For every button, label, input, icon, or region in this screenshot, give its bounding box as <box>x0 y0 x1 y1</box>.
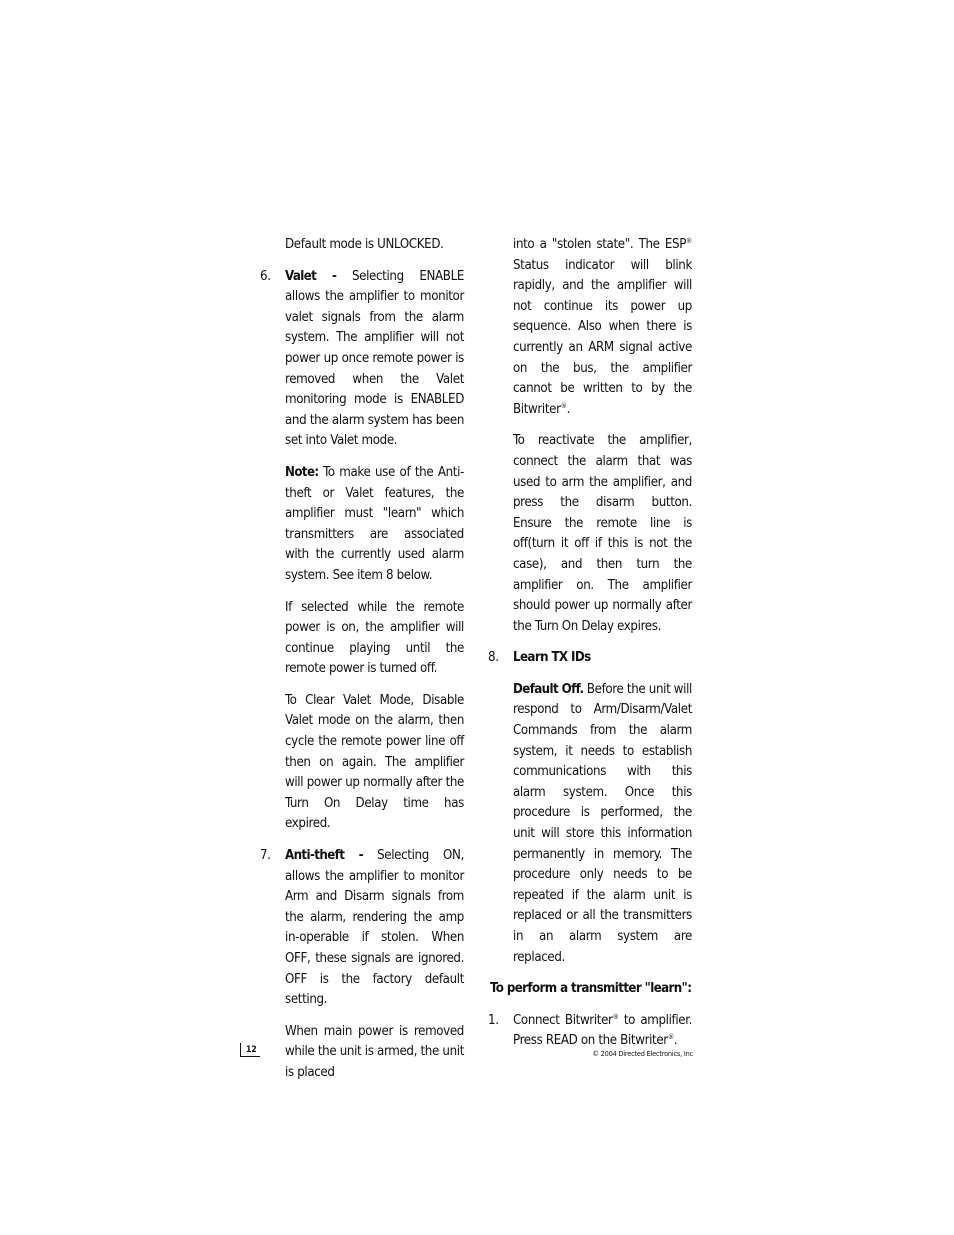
stolen-text-b: Status indicator will blink rapidly, and the amplifier will not continue its power up sequence. Also when there is currently an ARM signal active on the bus, the amplifier cannot be written to by the Bitwriter <box>513 257 692 417</box>
item-number: 7. <box>260 848 271 864</box>
left-column <box>260 235 464 1095</box>
period: . <box>566 401 571 417</box>
copyright-notice: © 2004 Directed Electronics, Inc <box>592 1049 693 1058</box>
list-item-step-1 <box>488 1011 692 1052</box>
item-number: 6. <box>260 268 271 284</box>
stolen-state-paragraph <box>513 235 692 420</box>
stolen-text-a: into a "stolen state". The ESP <box>513 237 687 252</box>
item-number: 8. <box>488 650 499 666</box>
learn-tx-paragraph <box>513 680 692 968</box>
item-title: Learn TX IDs <box>513 650 591 666</box>
list-item-learn-tx <box>488 648 692 669</box>
note-paragraph <box>285 463 464 587</box>
item-term: Anti-theft - <box>285 848 363 864</box>
registered-mark: ® <box>686 237 692 245</box>
learn-tx-text: Before the unit will respond to Arm/Disarm/Valet Commands from the alarm system, it needs to establish communications with this alarm system. Once this procedure is performed, the unit will store this information permanently in memory. The procedure only needs to be repeated if the alarm unit is replaced or all the transmitters in an alarm system are replaced. <box>513 681 692 965</box>
right-column <box>488 235 692 1063</box>
list-item-anti-theft <box>260 846 464 1011</box>
item-term: Valet - <box>285 268 337 284</box>
registered-mark: ® <box>560 401 567 410</box>
learn-procedure-heading: To perform a transmitter "learn": <box>490 981 692 997</box>
default-off-label: Default Off. <box>513 681 584 697</box>
remote-power-paragraph: If selected while the remote power is on, the amplifier will continue playing until the remote power is turned off. <box>285 599 464 677</box>
clear-valet-paragraph: To Clear Valet Mode, Disable Valet mode on the alarm, then cycle the remote power line off then on again. The amplifier will power up normally after the Turn On Delay time has expired. <box>285 692 464 832</box>
registered-mark: ® <box>612 1012 619 1021</box>
main-power-paragraph: When main power is removed while the unit is armed, the unit is placed <box>285 1023 464 1080</box>
step-text-b: to amplifier. Press READ on the Bitwriter <box>513 1012 692 1049</box>
list-item-valet <box>260 267 464 452</box>
default-mode-text: Default mode is UNLOCKED. <box>285 237 444 252</box>
item-text: Selecting ON, allows the amplifier to monitor Arm and Disarm signals from the alarm, rendering the amp in-operable if stolen. When OFF, these signals are ignored. OFF is the factory default setting. <box>285 848 464 1008</box>
page-number: 12 <box>240 1043 260 1057</box>
period: . <box>673 1033 678 1049</box>
item-number: 1. <box>488 1012 499 1028</box>
reactivate-paragraph: To reactivate the amplifier, connect the alarm that was used to arm the amplifier, and press the disarm button. Ensure the remote line is off(turn it off if this is not the case), and then turn the amplifier on. The amplifier should power up normally after the Turn On Delay expires. <box>513 433 692 634</box>
step-text-a: Connect Bitwriter <box>513 1012 613 1028</box>
item-text: Selecting ENABLE allows the amplifier to monitor valet signals from the alarm system. The amplifier will not power up once remote power is removed when the Valet monitoring mode is ENABLED and the alarm system has been set into Valet mode. <box>285 268 464 449</box>
registered-mark: ® <box>667 1033 674 1042</box>
note-text: To make use of the Anti-theft or Valet features, the amplifier must "learn" which transmitters are associated with the currently used alarm system. See item 8 below. <box>285 464 464 583</box>
note-label: Note: <box>285 464 319 480</box>
